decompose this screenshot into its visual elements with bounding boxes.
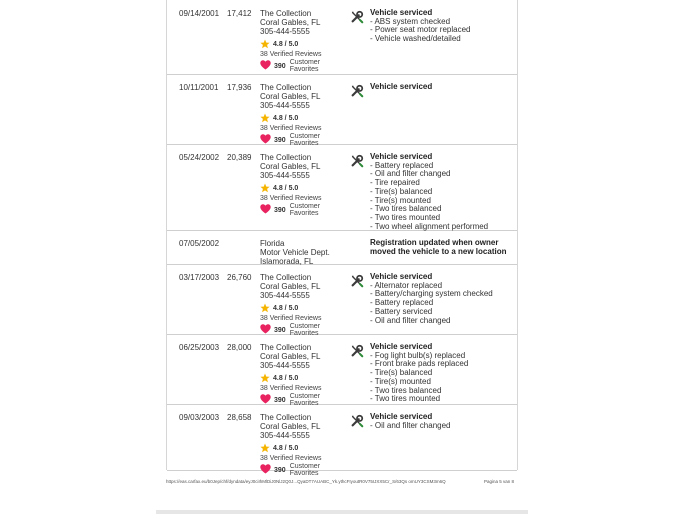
source-line: Coral Gables, FL	[260, 162, 321, 171]
comment-item: - Battery replaced	[370, 160, 434, 170]
record-mileage: 28,000	[227, 343, 252, 352]
comment-title: Vehicle serviced	[370, 272, 433, 281]
source-line: 305-444-5555	[260, 431, 310, 440]
heart-icon	[260, 464, 271, 476]
comment-item: - Two tires balanced	[370, 204, 442, 214]
record-comments	[370, 9, 515, 44]
wrench-screwdriver-icon	[350, 414, 364, 428]
comment-item: - Two tires mounted	[370, 394, 441, 404]
comment-item: - Oil and filter changed	[370, 169, 451, 179]
footer-url: https://eas.carfax.eu/b0Jep/chf/dyndata/eyJ0ciIhMlDiJ0NlJ2Q0J...QyaDT7AUABC_Yk.ythcFIyoutR0V75IJXX5Cr_S/63Qs omUY3CSM3m6Q	[166, 479, 446, 484]
favorites-count: 390	[274, 62, 286, 70]
comment-title: Registration updated when owner moved the vehicle to a new location	[370, 238, 507, 256]
source-line: The Collection	[260, 9, 312, 18]
comment-item: - Tire(s) mounted	[370, 376, 431, 386]
wrench-screwdriver-icon	[350, 10, 364, 24]
favorites-label: Customer Favorites	[289, 393, 321, 407]
rating-value: 4.8 / 5.0	[273, 185, 299, 192]
wrench-screwdriver-icon	[350, 274, 364, 288]
record-mileage: 17,936	[227, 83, 252, 92]
source-line: Islamorada, FL	[260, 257, 314, 266]
source-line: Motor Vehicle Dept.	[260, 248, 330, 257]
star-icon	[260, 183, 270, 195]
record-comments	[370, 153, 515, 231]
customer-favorites	[260, 463, 340, 477]
comment-item: - Two tires mounted	[370, 212, 441, 222]
source-line: Coral Gables, FL	[260, 92, 321, 101]
rating-value: 4.8 / 5.0	[273, 375, 299, 382]
horizontal-scrollbar[interactable]	[156, 510, 528, 514]
favorites-label: Customer Favorites	[289, 463, 321, 477]
favorites-label: Customer Favorites	[289, 133, 321, 147]
source-line: The Collection	[260, 83, 312, 92]
verified-reviews-link[interactable]: 38 Verified Reviews	[260, 315, 322, 322]
rating	[260, 443, 340, 454]
record-source	[260, 83, 340, 147]
comment-item: - Vehicle washed/detailed	[370, 34, 461, 44]
comment-item: - Tire(s) balanced	[370, 368, 433, 378]
source-line: The Collection	[260, 273, 312, 282]
heart-icon	[260, 204, 271, 216]
comment-item: - Fog light bulb(s) replaced	[370, 350, 466, 360]
comment-item: - Alternator replaced	[370, 280, 443, 290]
history-record-row	[167, 74, 517, 145]
comment-title: Vehicle serviced	[370, 82, 433, 91]
comment-item: - Power seat motor replaced	[370, 25, 471, 35]
source-line: Coral Gables, FL	[260, 18, 321, 27]
source-line: 305-444-5555	[260, 361, 310, 370]
favorites-label: Customer Favorites	[289, 323, 321, 337]
wrench-screwdriver-icon	[350, 154, 364, 168]
rating	[260, 183, 340, 194]
history-record-row	[167, 0, 517, 75]
record-date: 09/03/2003	[179, 413, 220, 422]
record-comments	[370, 413, 515, 430]
record-mileage: 28,658	[227, 413, 252, 422]
star-icon	[260, 303, 270, 315]
comment-item: - Battery serviced	[370, 306, 433, 316]
rating	[260, 113, 340, 124]
record-date: 09/14/2001	[179, 9, 220, 18]
verified-reviews-link[interactable]: 38 Verified Reviews	[260, 385, 322, 392]
history-record-row	[167, 264, 517, 335]
comment-item: - Two wheel alignment performed	[370, 221, 489, 231]
favorites-count: 390	[274, 206, 286, 214]
record-source	[260, 413, 340, 477]
source-line: Coral Gables, FL	[260, 422, 321, 431]
customer-favorites	[260, 59, 340, 73]
record-comments	[370, 343, 515, 404]
footer-page-number: Pagina 5 van 8	[484, 479, 515, 484]
record-mileage: 20,389	[227, 153, 252, 162]
favorites-count: 390	[274, 396, 286, 404]
rating	[260, 303, 340, 314]
comment-title: Vehicle serviced	[370, 8, 433, 17]
record-source	[260, 343, 340, 407]
comment-item: - ABS system checked	[370, 16, 451, 26]
star-icon	[260, 39, 270, 51]
comment-item: - Battery/charging system checked	[370, 289, 493, 299]
comment-item: - Oil and filter changed	[370, 315, 451, 325]
rating-value: 4.8 / 5.0	[273, 445, 299, 452]
source-line: 305-444-5555	[260, 101, 310, 110]
comment-item: - Front brake pads replaced	[370, 359, 469, 369]
verified-reviews-link[interactable]: 38 Verified Reviews	[260, 455, 322, 462]
comment-item: - Oil and filter changed	[370, 420, 451, 430]
favorites-label: Customer Favorites	[289, 203, 321, 217]
heart-icon	[260, 60, 271, 72]
comment-item: - Tire(s) mounted	[370, 195, 431, 205]
source-line: The Collection	[260, 343, 312, 352]
comment-item: - Tire repaired	[370, 178, 420, 188]
star-icon	[260, 113, 270, 125]
verified-reviews-link[interactable]: 38 Verified Reviews	[260, 51, 322, 58]
record-date: 10/11/2001	[179, 83, 219, 92]
record-date: 07/05/2002	[179, 239, 220, 248]
history-record-row	[167, 404, 517, 477]
report-page	[166, 0, 518, 477]
wrench-screwdriver-icon	[350, 344, 364, 358]
customer-favorites	[260, 203, 340, 217]
history-record-row	[167, 334, 517, 405]
favorites-count: 390	[274, 326, 286, 334]
record-source	[260, 9, 340, 73]
comment-title: Vehicle serviced	[370, 342, 433, 351]
rating-value: 4.8 / 5.0	[273, 41, 299, 48]
source-line: The Collection	[260, 153, 312, 162]
source-line: Florida	[260, 239, 285, 248]
record-mileage: 26,760	[227, 273, 252, 282]
record-comments	[370, 83, 515, 92]
verified-reviews-link[interactable]: 38 Verified Reviews	[260, 125, 322, 132]
comment-item: - Tire(s) balanced	[370, 186, 433, 196]
comment-title: Vehicle serviced	[370, 152, 433, 161]
comment-title: Vehicle serviced	[370, 412, 433, 421]
record-comments	[370, 239, 515, 256]
record-date: 05/24/2002	[179, 153, 220, 162]
source-line: 305-444-5555	[260, 27, 310, 36]
rating	[260, 373, 340, 384]
source-line: 305-444-5555	[260, 171, 310, 180]
source-line: Coral Gables, FL	[260, 282, 321, 291]
history-record-row	[167, 144, 517, 231]
favorites-count: 390	[274, 466, 286, 474]
verified-reviews-link[interactable]: 38 Verified Reviews	[260, 195, 322, 202]
record-source	[260, 153, 340, 217]
record-source	[260, 239, 340, 266]
favorites-count: 390	[274, 136, 286, 144]
history-record-row	[167, 230, 517, 265]
favorites-label: Customer Favorites	[289, 59, 321, 73]
star-icon	[260, 373, 270, 385]
source-line: The Collection	[260, 413, 312, 422]
wrench-screwdriver-icon	[350, 84, 364, 98]
record-date: 06/25/2003	[179, 343, 220, 352]
comment-item: - Battery replaced	[370, 298, 434, 308]
rating	[260, 39, 340, 50]
source-line: 305-444-5555	[260, 291, 310, 300]
record-source	[260, 273, 340, 337]
rating-value: 4.8 / 5.0	[273, 115, 299, 122]
rating-value: 4.8 / 5.0	[273, 305, 299, 312]
star-icon	[260, 443, 270, 455]
comment-item: - Two tires balanced	[370, 385, 442, 395]
record-date: 03/17/2003	[179, 273, 220, 282]
record-comments	[370, 273, 515, 325]
record-mileage: 17,412	[227, 9, 252, 18]
source-line: Coral Gables, FL	[260, 352, 321, 361]
